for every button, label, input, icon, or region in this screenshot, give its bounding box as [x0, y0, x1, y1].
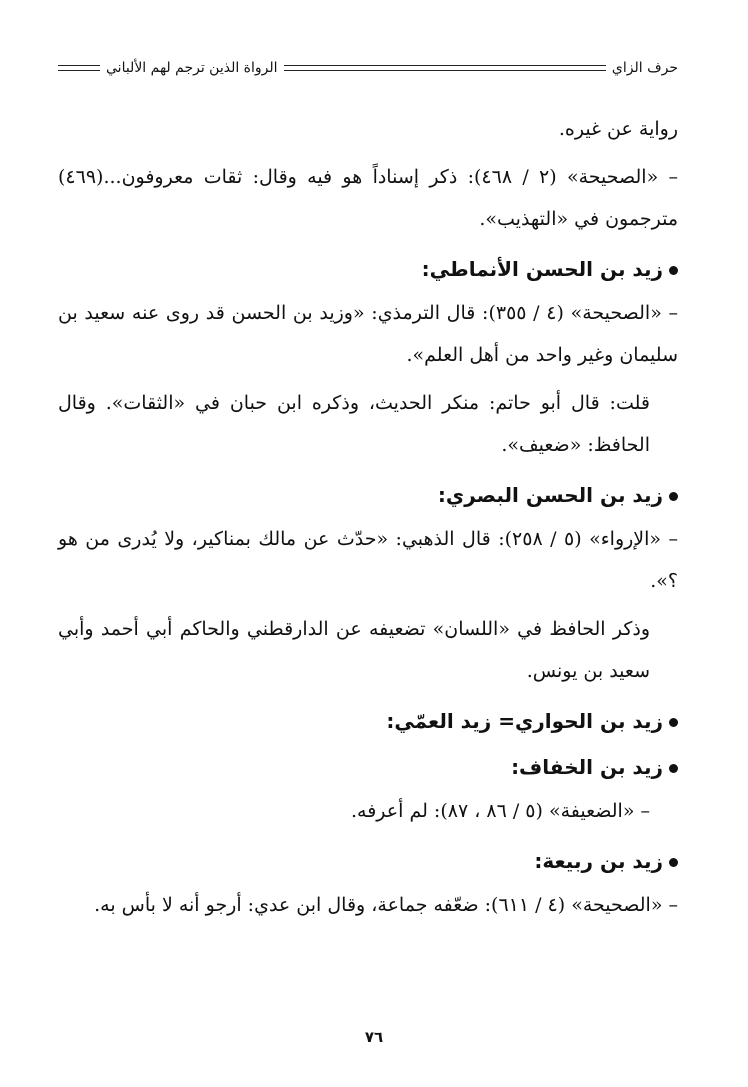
narrator-entry-heading: زيد بن الخفاف:: [58, 744, 678, 790]
page-number: ٧٦: [364, 1028, 384, 1046]
bullet-icon: [669, 266, 678, 275]
text-paragraph: – «الصحيحة» (٤ / ٦١١): ضعّفه جماعة، وقال ابن عدي: أرجو أنه لا بأس به.: [94, 894, 678, 916]
text-paragraph: قلت: قال أبو حاتم: منكر الحديث، وذكره ابن حبان في «الثقات». وقال الحافظ: «ضعيف».: [58, 392, 650, 456]
narrator-entry-heading: زيد بن الحسن الأنماطي:: [58, 246, 678, 292]
narrator-entry-heading: زيد بن الحواري= زيد العمّي:: [58, 698, 678, 744]
header-book-title: الرواة الذين ترجم لهم الألباني: [106, 60, 278, 76]
narrator-entry-heading: زيد بن الحسن البصري:: [58, 472, 678, 518]
page-body: [58, 108, 678, 932]
text-paragraph: رواية عن غيره.: [558, 118, 678, 140]
bullet-icon: [669, 858, 678, 867]
running-header: [52, 56, 678, 80]
bullet-icon: [669, 764, 678, 773]
text-paragraph: – «الصحيحة» (٤ / ٣٥٥): قال الترمذي: «وزيد بن الحسن قد روى عنه سعيد بن سليمان وغير واحد من أهل العلم».: [58, 302, 679, 366]
text-paragraph: – «الصحيحة» (٢ / ٤٦٨): ذكر إسناداً هو فيه وقال: ثقات معروفون...(٤٦٩) مترجمون في «التهذيب».: [58, 166, 679, 230]
bullet-icon: [669, 492, 678, 501]
text-paragraph: – «الضعيفة» (٥ / ٨٦ ، ٨٧): لم أعرفه.: [351, 800, 650, 822]
header-rule: [284, 65, 606, 71]
header-chapter-title: حرف الزاي: [611, 60, 678, 76]
text-paragraph: وذكر الحافظ في «اللسان» تضعيفه عن الدارقطني والحاكم أبي أحمد وأبي سعيد بن يونس.: [58, 618, 650, 682]
bullet-icon: [669, 718, 678, 727]
text-paragraph: – «الإرواء» (٥ / ٢٥٨): قال الذهبي: «حدّث عن مالك بمناكير، ولا يُدرى من هو ؟».: [58, 528, 679, 592]
narrator-entry-heading: زيد بن ربيعة:: [58, 838, 678, 884]
header-rule-end: [58, 65, 100, 71]
